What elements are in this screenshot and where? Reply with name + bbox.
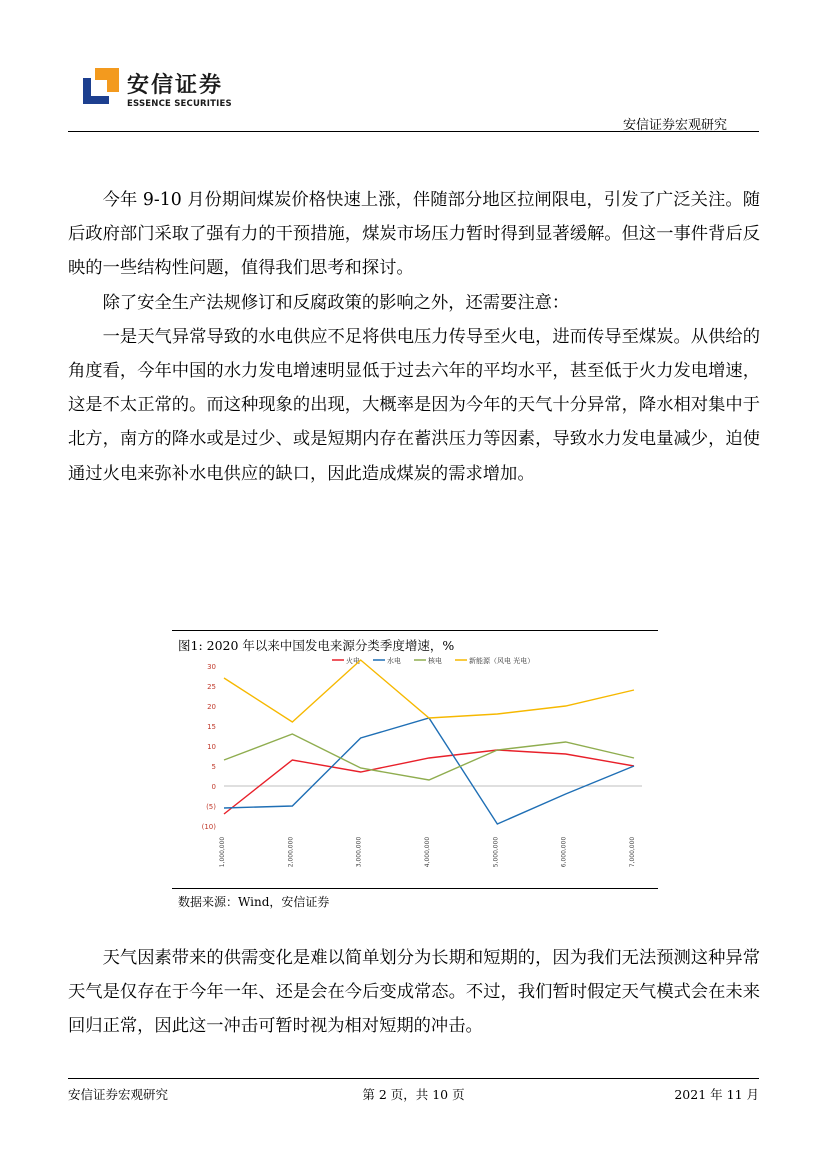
y-tick-label: 30 bbox=[207, 663, 216, 671]
paragraph: 一是天气异常导致的水电供应不足将供电压力传导至火电，进而传导至煤炭。从供给的角度看，今年中国的水力发电增速明显低于过去六年的平均水平，甚至低于火力发电增速，这是不太正常的。而这种现象的出现，大概率是因为今年的天气十分异常，降水相对集中于北方，南方的降水或是过少、或是短期内存在蓄洪压力等因素，导致水力发电量减少，迫使通过火电来弥补水电供应的缺口，因此造成煤炭的需求增加。 bbox=[68, 326, 760, 484]
paragraph: 除了安全生产法规修订和反腐政策的影响之外，还需要注意： bbox=[102, 292, 570, 313]
y-tick-label: 10 bbox=[207, 743, 216, 751]
y-tick-label: 20 bbox=[207, 703, 216, 711]
page-number: 第 2 页，共 10 页 bbox=[362, 1087, 465, 1102]
x-tick-label: 3,000,000 bbox=[355, 836, 363, 868]
logo-cn-text: 安信证券 bbox=[127, 73, 224, 98]
y-tick-label: (10) bbox=[201, 823, 216, 831]
footer-date: 2021 年 11 月 bbox=[674, 1087, 759, 1102]
x-tick-label: 1,000,000 bbox=[219, 836, 226, 868]
figure-source: 数据来源：Wind，安信证券 bbox=[178, 895, 330, 909]
y-tick-label: 0 bbox=[211, 783, 216, 791]
legend-label: 火电 bbox=[346, 657, 360, 665]
series-line bbox=[224, 660, 634, 722]
x-tick-label: 2,000,000 bbox=[287, 836, 295, 868]
legend-label: 新能源（风电 光电） bbox=[469, 657, 535, 665]
paragraph: 今年 9-10 月份期间煤炭价格快速上涨，伴随部分地区拉闸限电，引发了广泛关注。随后政府部门采取了强有力的干预措施，煤炭市场压力暂时得到显著缓解。但这一事件背后反映的一些结构性问题，值得我们思考和探讨。 bbox=[68, 190, 760, 279]
paragraph: 天气因素带来的供需变化是难以简单划分为长期和短期的，因为我们无法预测这种异常天气是仅存在于今年一年、还是会在今后变成常态。不过，我们暂时假定天气模式会在未来回归正常，因此这一冲击可暂时视为相对短期的冲击。 bbox=[68, 948, 760, 1037]
legend-label: 核电 bbox=[428, 657, 442, 665]
body-text-bottom bbox=[68, 941, 760, 1044]
header-divider bbox=[68, 131, 759, 132]
figure-1 bbox=[172, 630, 658, 909]
legend-label: 水电 bbox=[387, 657, 401, 665]
x-tick-label: 4,000,000 bbox=[424, 836, 431, 868]
body-text-top bbox=[68, 183, 760, 491]
figure-bottom-rule bbox=[172, 888, 658, 889]
footer-left: 安信证券宏观研究 bbox=[68, 1087, 169, 1102]
logo-en-text: ESSENCE SECURITIES bbox=[127, 99, 232, 109]
header-title: 安信证券宏观研究 bbox=[622, 118, 727, 133]
line-chart bbox=[172, 656, 658, 888]
y-tick-label: 25 bbox=[207, 683, 216, 691]
series-line bbox=[224, 718, 634, 824]
y-tick-label: (5) bbox=[206, 803, 216, 811]
y-tick-label: 15 bbox=[207, 723, 216, 731]
company-logo bbox=[83, 66, 243, 112]
series-line bbox=[224, 750, 634, 814]
series-line bbox=[224, 734, 634, 780]
figure-title: 图1: 2020 年以来中国发电来源分类季度增速，% bbox=[178, 638, 455, 653]
x-tick-label: 7,000,000 bbox=[629, 836, 636, 868]
footer-divider bbox=[68, 1078, 759, 1079]
x-tick-label: 5,000,000 bbox=[492, 836, 500, 868]
logo-mark-icon bbox=[83, 68, 119, 104]
y-tick-label: 5 bbox=[211, 763, 216, 771]
x-tick-label: 6,000,000 bbox=[560, 836, 568, 868]
